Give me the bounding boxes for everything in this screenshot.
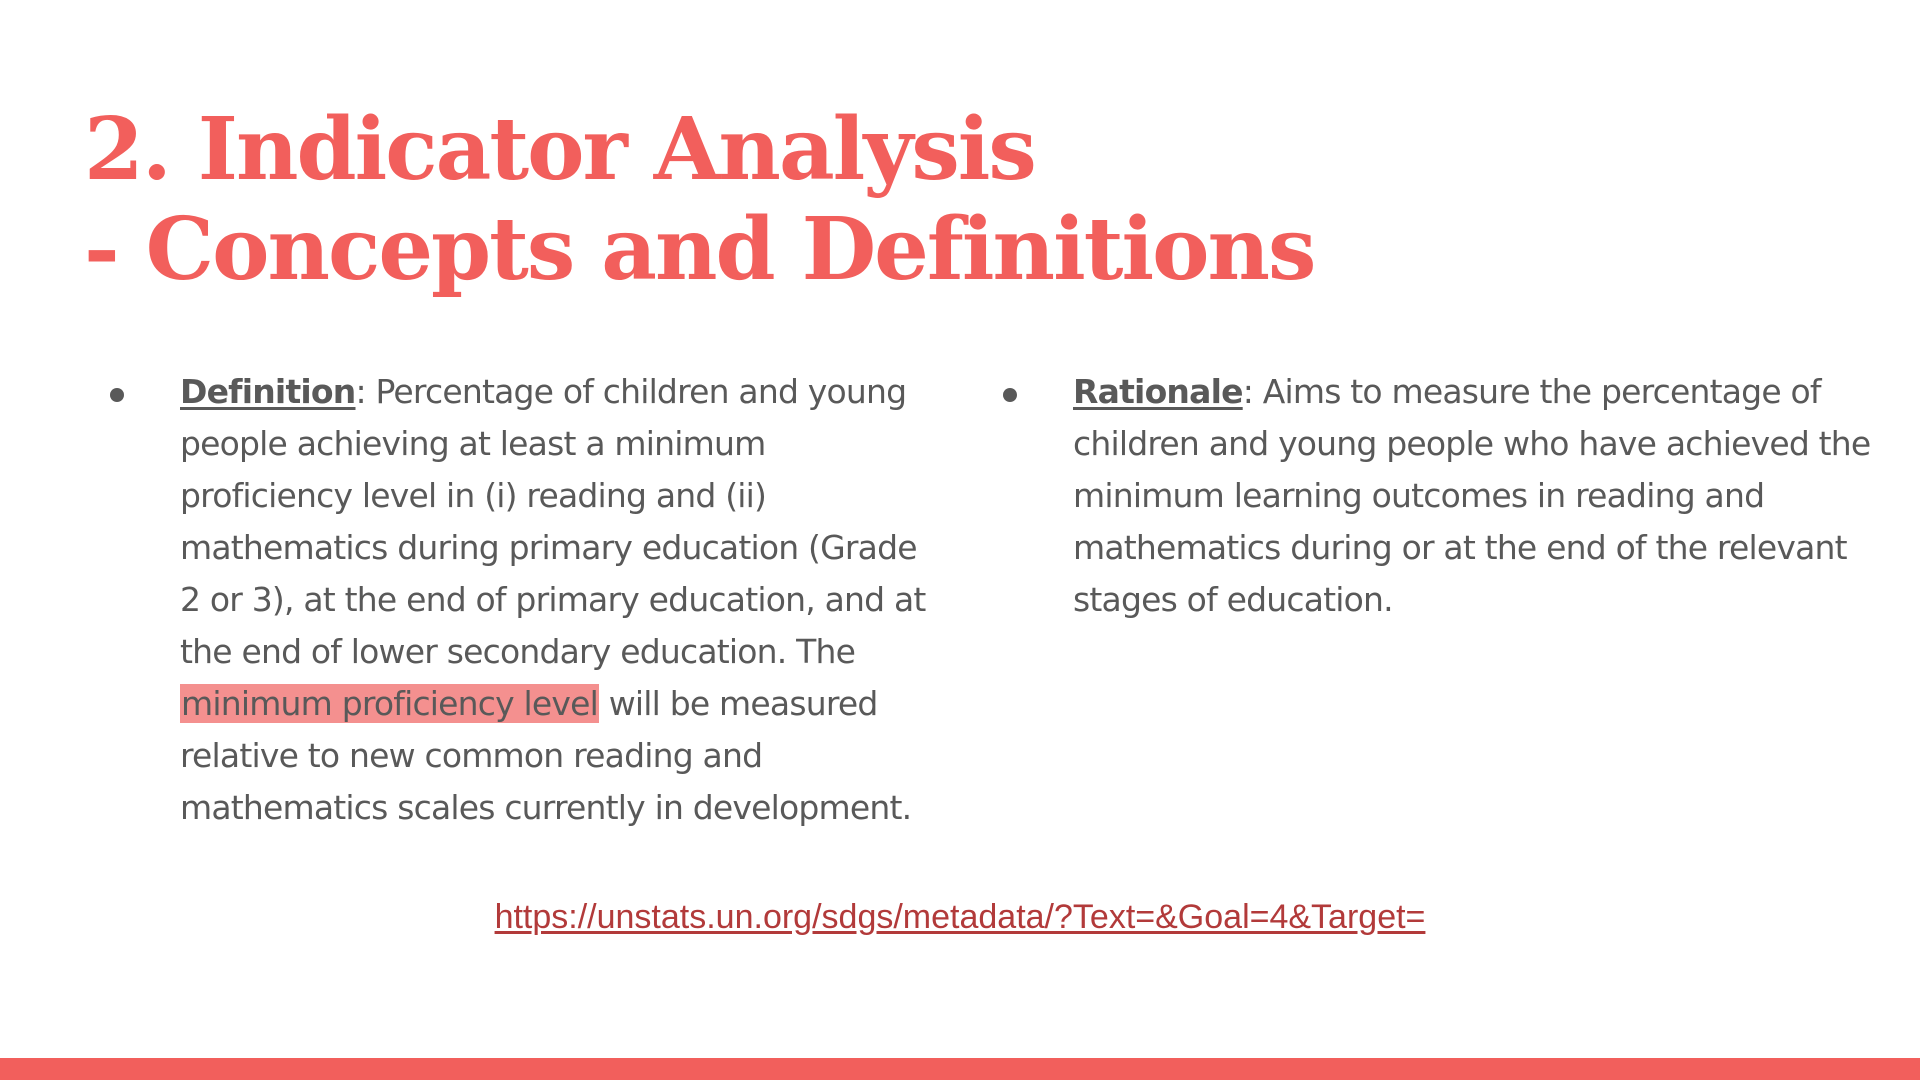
rationale-label: Rationale (1073, 372, 1243, 411)
definition-body-end: will be measured relative to new common reading and mathematics scales currently in development. (180, 684, 912, 827)
slide-title (84, 100, 1314, 300)
definition-label: Definition (180, 372, 356, 411)
slide-title-line-1: 2. Indicator Analysis (84, 99, 1035, 200)
highlighted-term: minimum proficiency level (181, 684, 599, 723)
rationale-bullet (1003, 366, 1883, 626)
definition-text (110, 366, 940, 834)
source-link[interactable]: https://unstats.un.org/sdgs/metadata/?Text=&Goal=4&Target= (494, 898, 1426, 936)
rationale-text (1003, 366, 1883, 626)
bottom-accent-bar (0, 1058, 1920, 1080)
definition-body-start: : Percentage of children and young people achieving at least a minimum proficiency level in (i) reading and (ii) mathematics during primary education (Grade 2 or 3), at the end of primary education, and at the end of lower secondary education. The (180, 372, 926, 671)
slide-title-line-2: - Concepts and Definitions (84, 199, 1315, 300)
bullet-dot-icon (110, 388, 124, 402)
bullet-dot-icon (1003, 388, 1017, 402)
rationale-body: : Aims to measure the percentage of children and young people who have achieved the minimum learning outcomes in reading and mathematics during or at the end of the relevant stages of education. (1073, 372, 1871, 619)
definition-bullet (110, 366, 940, 834)
